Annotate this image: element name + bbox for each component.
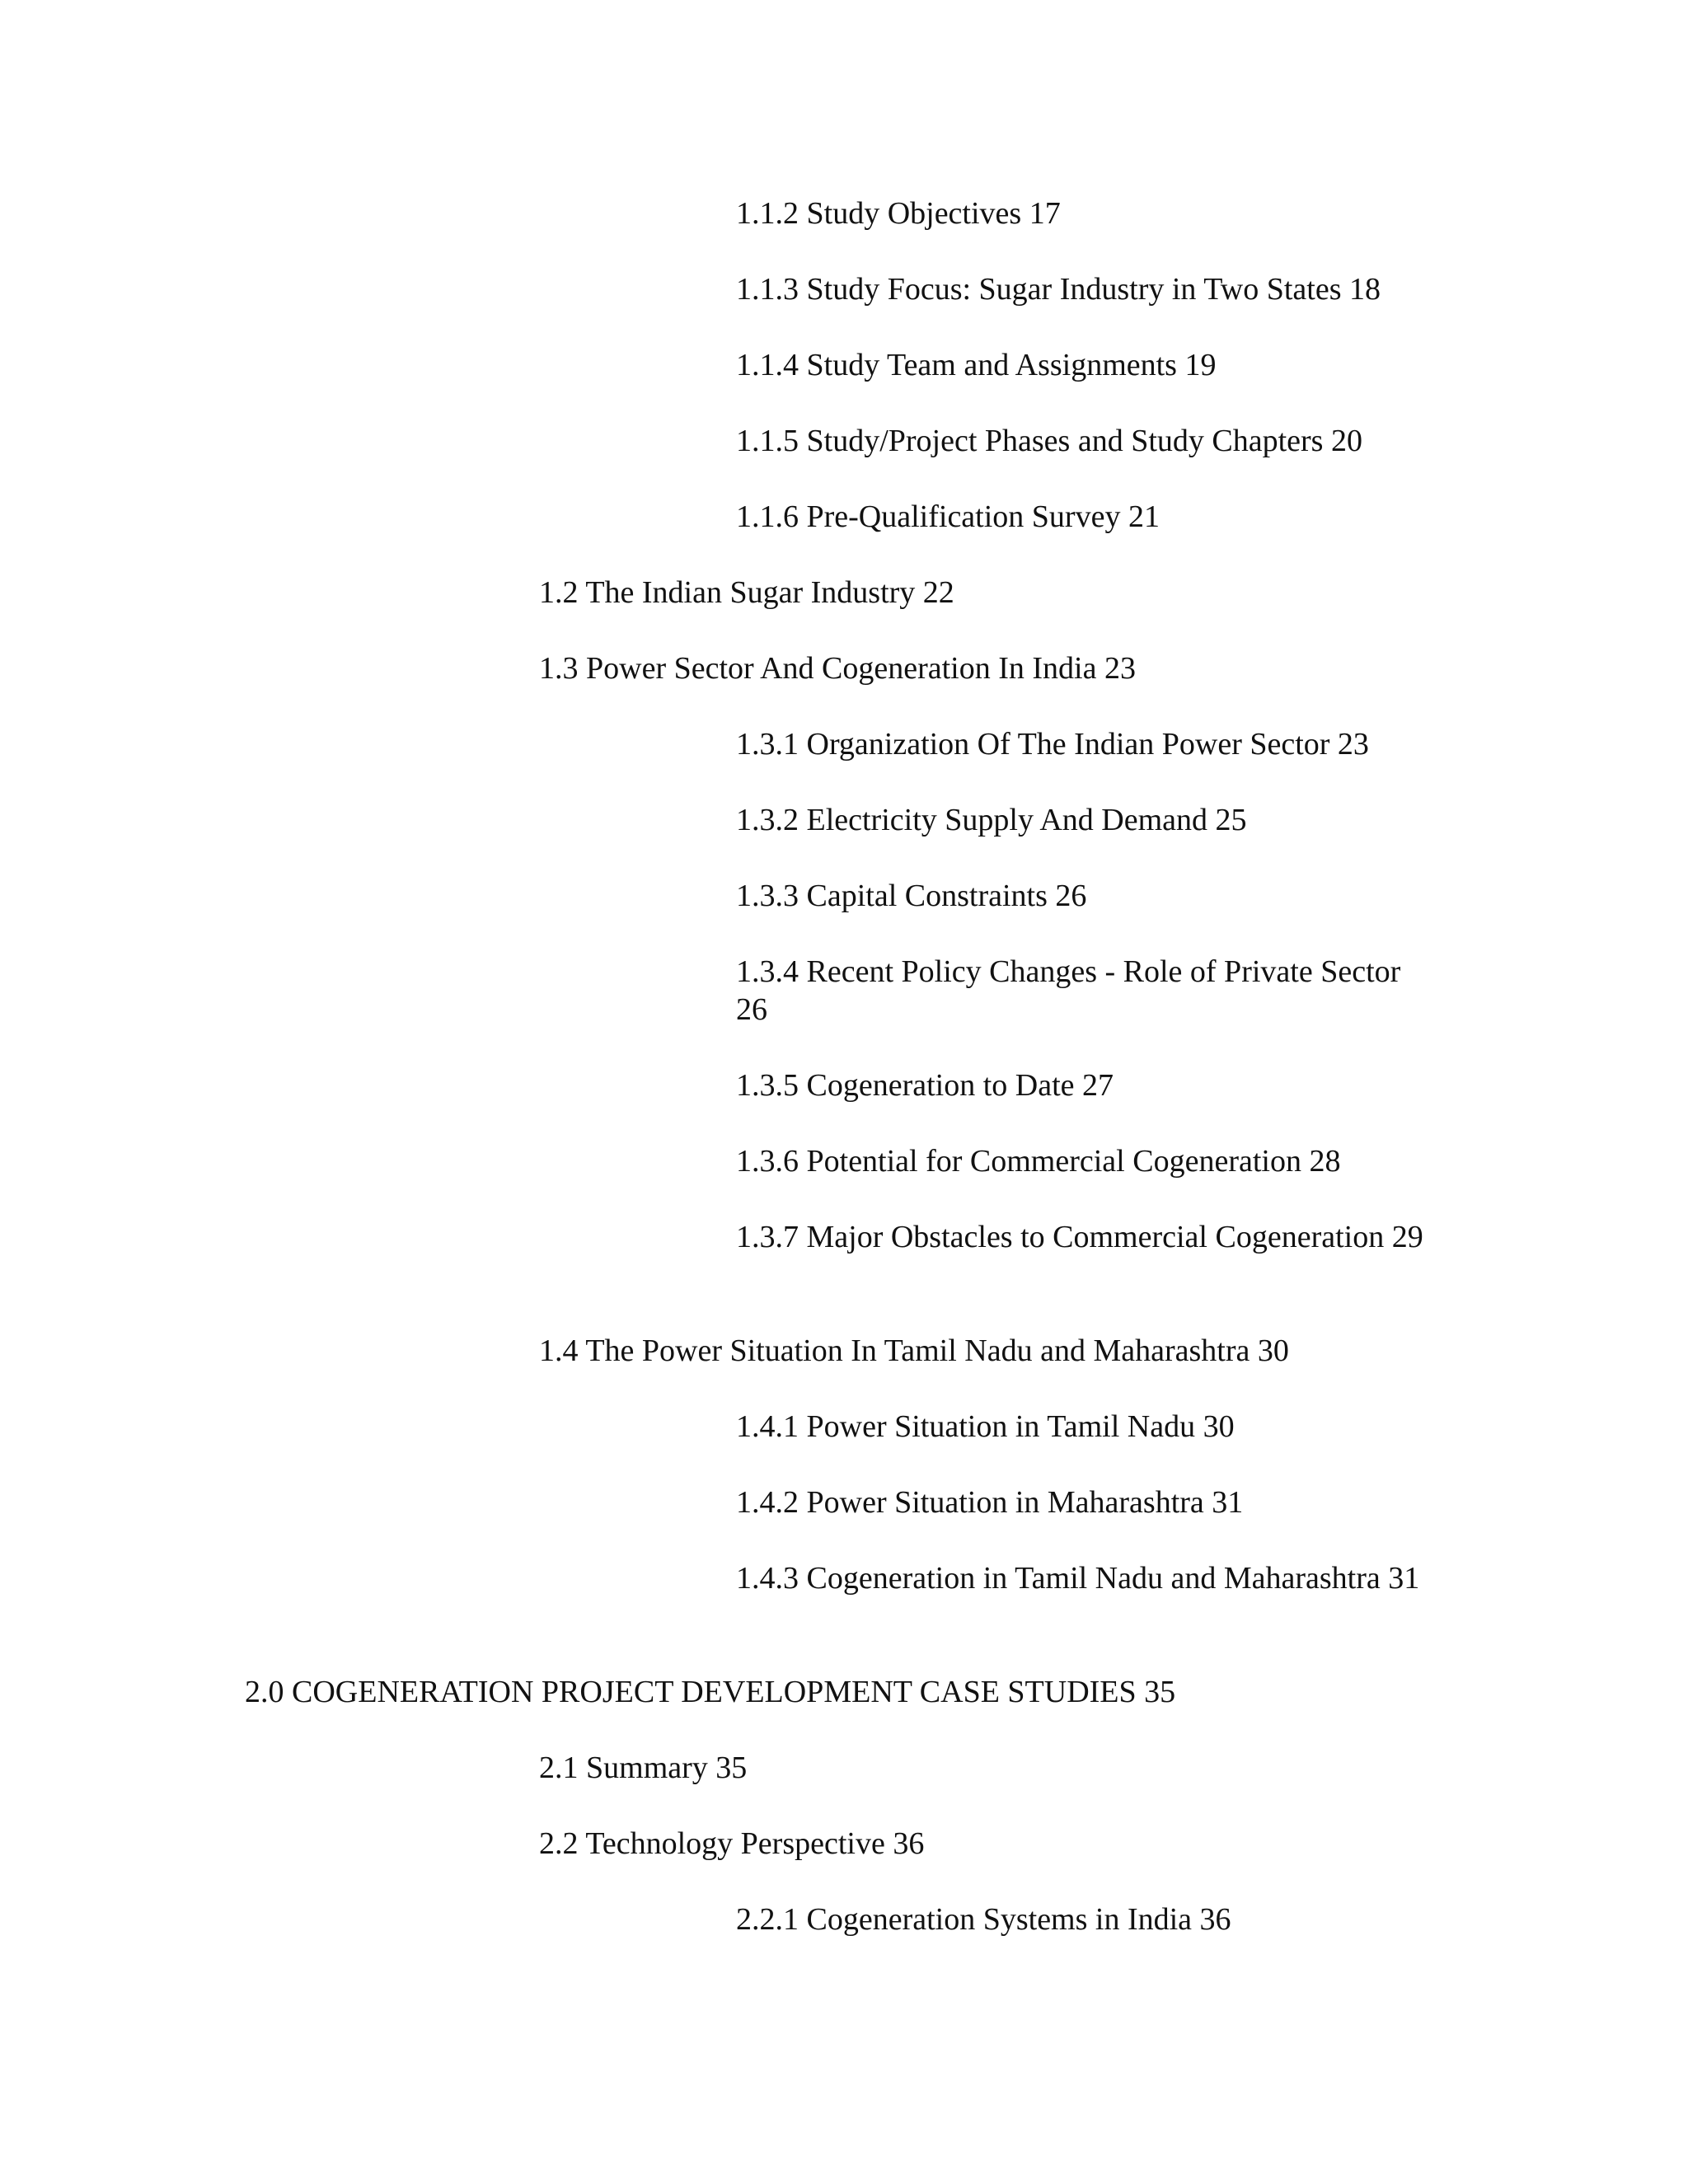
toc-entry-1-4-1: 1.4.1 Power Situation in Tamil Nadu 30 — [736, 1409, 1235, 1444]
toc-entry-1-3-3: 1.3.3 Capital Constraints 26 — [736, 879, 1087, 913]
toc-entry-1-1-6: 1.1.6 Pre-Qualification Survey 21 — [736, 499, 1160, 534]
toc-entry-1-3-6: 1.3.6 Potential for Commercial Cogeneration 28 — [736, 1144, 1341, 1179]
toc-entry-1-4-3: 1.4.3 Cogeneration in Tamil Nadu and Maharashtra 31 — [736, 1561, 1420, 1596]
toc-entry-1-1-2: 1.1.2 Study Objectives 17 — [736, 196, 1061, 231]
toc-entry-1-3: 1.3 Power Sector And Cogeneration In India 23 — [539, 651, 1136, 686]
toc-entry-1-1-4: 1.1.4 Study Team and Assignments 19 — [736, 348, 1217, 382]
toc-entry-1-4-2: 1.4.2 Power Situation in Maharashtra 31 — [736, 1485, 1244, 1520]
toc-entry-2-2: 2.2 Technology Perspective 36 — [539, 1826, 925, 1861]
toc-entry-1-3-7: 1.3.7 Major Obstacles to Commercial Cogeneration 29 — [736, 1220, 1423, 1254]
toc-entry-1-2: 1.2 The Indian Sugar Industry 22 — [539, 575, 954, 610]
toc-entry-1-3-1: 1.3.1 Organization Of The Indian Power Sector 23 — [736, 727, 1369, 762]
toc-entry-2-0: 2.0 COGENERATION PROJECT DEVELOPMENT CASE STUDIES 35 — [245, 1675, 1176, 1709]
toc-entry-1-1-3: 1.1.3 Study Focus: Sugar Industry in Two States 18 — [736, 272, 1381, 307]
toc-entry-1-4: 1.4 The Power Situation In Tamil Nadu and Maharashtra 30 — [539, 1333, 1289, 1368]
toc-entry-2-2-1: 2.2.1 Cogeneration Systems in India 36 — [736, 1902, 1231, 1937]
toc-entry-2-1: 2.1 Summary 35 — [539, 1750, 748, 1785]
toc-entry-1-1-5: 1.1.5 Study/Project Phases and Study Chapters 20 — [736, 424, 1362, 458]
toc-entry-1-3-2: 1.3.2 Electricity Supply And Demand 25 — [736, 803, 1247, 837]
toc-entry-1-3-4: 1.3.4 Recent Policy Changes - Role of Private Sector 26 — [736, 954, 1401, 1027]
toc-entry-1-3-5: 1.3.5 Cogeneration to Date 27 — [736, 1068, 1114, 1103]
